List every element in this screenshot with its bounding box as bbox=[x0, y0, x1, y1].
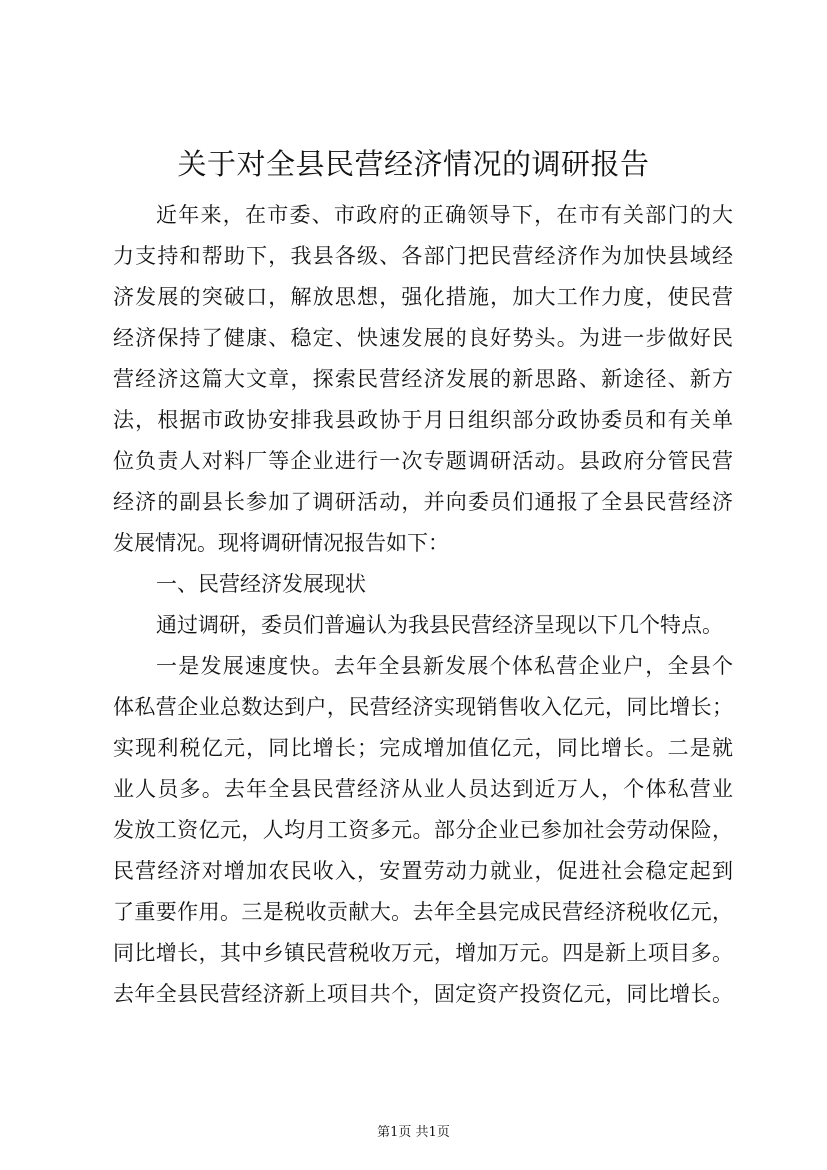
page-title: 关于对全县民营经济情况的调研报告 bbox=[177, 147, 650, 181]
page-footer: 第1页 共1页 bbox=[377, 1125, 450, 1140]
paragraph-line: 业人员多。去年全县民营经济从业人员达到近万人，个体私营业 bbox=[113, 777, 733, 801]
paragraph-line: 经济保持了健康、稳定、快速发展的良好势头。为进一步做好民 bbox=[113, 326, 733, 350]
paragraph-line: 体私营企业总数达到户，民营经济实现销售收入亿元，同比增长； bbox=[113, 695, 733, 719]
paragraph-line: 一是发展速度快。去年全县新发展个体私营企业户，全县个 bbox=[156, 654, 733, 678]
paragraph-line: 近年来，在市委、市政府的正确领导下，在市有关部门的大 bbox=[156, 203, 733, 227]
paragraph-line: 经济的副县长参加了调研活动，并向委员们通报了全县民营经济 bbox=[113, 490, 733, 514]
paragraph-line: 发放工资亿元，人均月工资多元。部分企业已参加社会劳动保险， bbox=[113, 818, 733, 842]
paragraph-line: 位负责人对料厂等企业进行一次专题调研活动。县政府分管民营 bbox=[113, 449, 733, 473]
paragraph-line: 了重要作用。三是税收贡献大。去年全县完成民营经济税收亿元， bbox=[113, 900, 733, 924]
paragraph-line: 通过调研，委员们普遍认为我县民营经济呈现以下几个特点。 bbox=[156, 613, 723, 637]
paragraph-line: 去年全县民营经济新上项目共个，固定资产投资亿元，同比增长。 bbox=[113, 982, 733, 1006]
paragraph-line: 力支持和帮助下，我县各级、各部门把民营经济作为加快县域经 bbox=[113, 244, 733, 268]
document-body bbox=[113, 195, 733, 1015]
paragraph-line: 同比增长，其中乡镇民营税收万元，增加万元。四是新上项目多。 bbox=[113, 941, 733, 965]
paragraph-line: 济发展的突破口，解放思想，强化措施，加大工作力度，使民营 bbox=[113, 285, 733, 309]
paragraph-line: 民营经济对增加农民收入，安置劳动力就业，促进社会稳定起到 bbox=[113, 859, 733, 883]
paragraph-line: 实现利税亿元，同比增长；完成增加值亿元，同比增长。二是就 bbox=[113, 736, 733, 760]
paragraph-line: 法，根据市政协安排我县政协于月日组织部分政协委员和有关单 bbox=[113, 408, 733, 432]
section-heading: 一、民营经济发展现状 bbox=[156, 572, 366, 596]
paragraph-line: 营经济这篇大文章，探索民营经济发展的新思路、新途径、新方 bbox=[113, 367, 733, 391]
paragraph-line: 发展情况。现将调研情况报告如下： bbox=[113, 531, 449, 555]
